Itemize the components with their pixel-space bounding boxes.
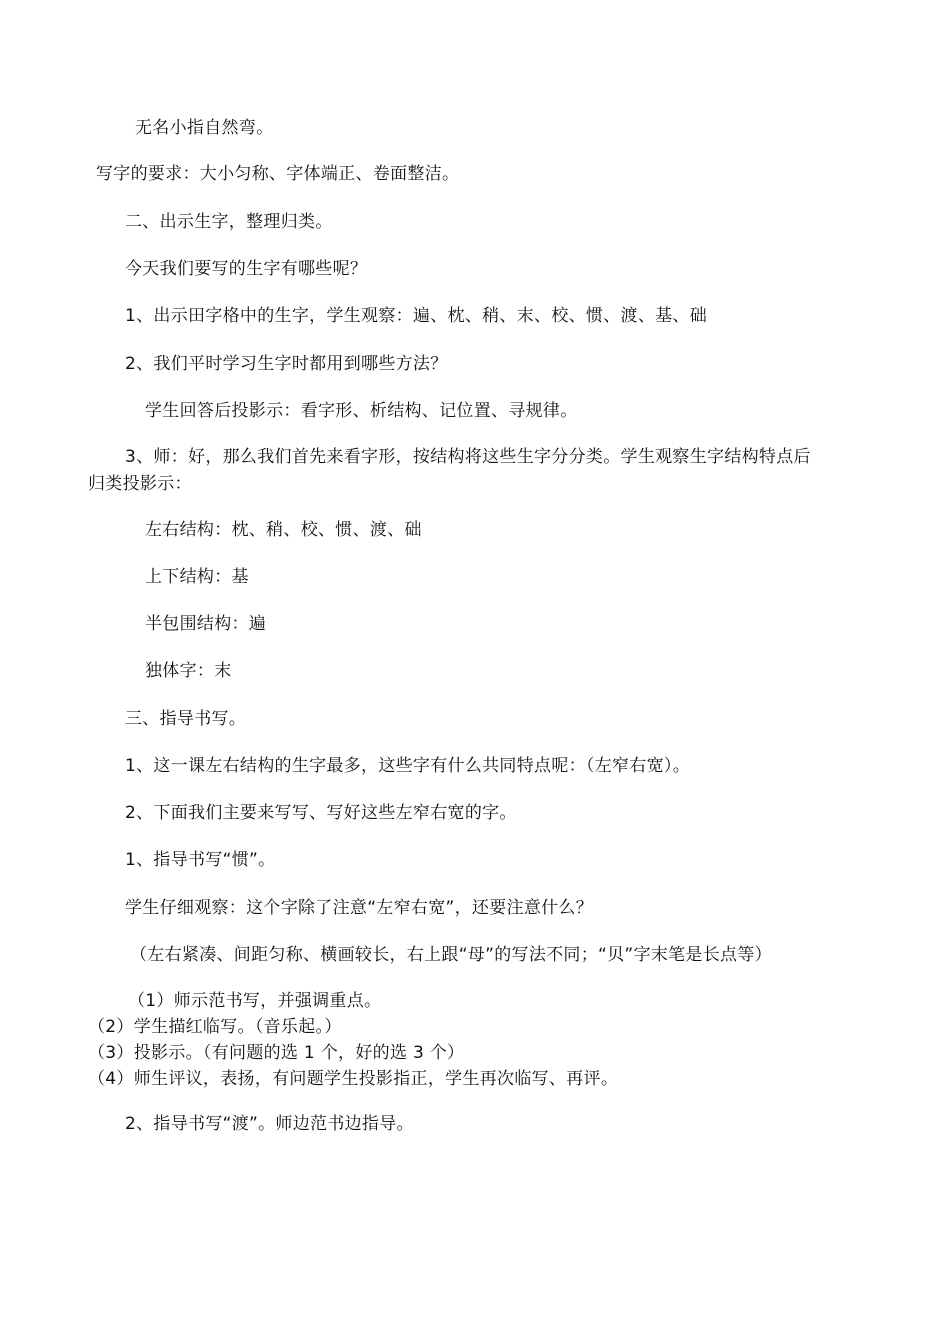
text-line: 写字的要求：大小匀称、字体端正、卷面整洁。 [96,164,460,184]
text-line: 2、我们平时学习生字时都用到哪些方法？ [125,354,448,374]
text-line: 1、出示田字格中的生字，学生观察：遍、枕、稍、末、校、惯、渡、基、础 [125,306,708,326]
text-line: （左右紧凑、间距匀称、横画较长，右上跟“母”的写法不同；“贝”字末笔是长点等） [130,945,772,965]
text-line: 学生仔细观察：这个字除了注意“左窄右宽”，还要注意什么？ [125,898,594,918]
text-line: 1、这一课左右结构的生字最多，这些字有什么共同特点呢：（左窄右宽）。 [125,756,691,776]
text-line: 左右结构：枕、稍、校、惯、渡、础 [145,520,422,540]
text-line: 半包围结构：遍 [145,614,267,634]
text-paragraph: 3、师：好，那么我们首先来看字形，按结构将这些生字分分类。学生观察生字结构特点后归类投影示： [88,447,811,494]
text-line: 1、指导书写“惯”。 [125,850,276,870]
section-heading: 二、出示生字，整理归类。 [125,212,333,232]
text-line: （3）投影示。（有问题的选 1 个，好的选 3 个） [88,1043,465,1063]
text-line: （2）学生描红临写。（音乐起。） [88,1017,342,1037]
text-line: （4）师生评议，表扬，有问题学生投影指正，学生再次临写、再评。 [88,1069,619,1089]
text-line: （1）师示范书写，并强调重点。 [128,991,382,1011]
text-line: 无名小指自然弯。 [135,118,274,138]
text-line: 学生回答后投影示：看字形、析结构、记位置、寻规律。 [145,401,578,421]
text-line: 2、下面我们主要来写写、写好这些左窄右宽的字。 [125,803,517,823]
section-heading: 三、指导书写。 [125,709,247,729]
text-line: 独体字：末 [145,661,232,681]
text-line: 2、指导书写“渡”。师边范书边指导。 [125,1114,414,1134]
text-line: 上下结构：基 [145,567,249,587]
text-line: 今天我们要写的生字有哪些呢？ [125,259,368,279]
